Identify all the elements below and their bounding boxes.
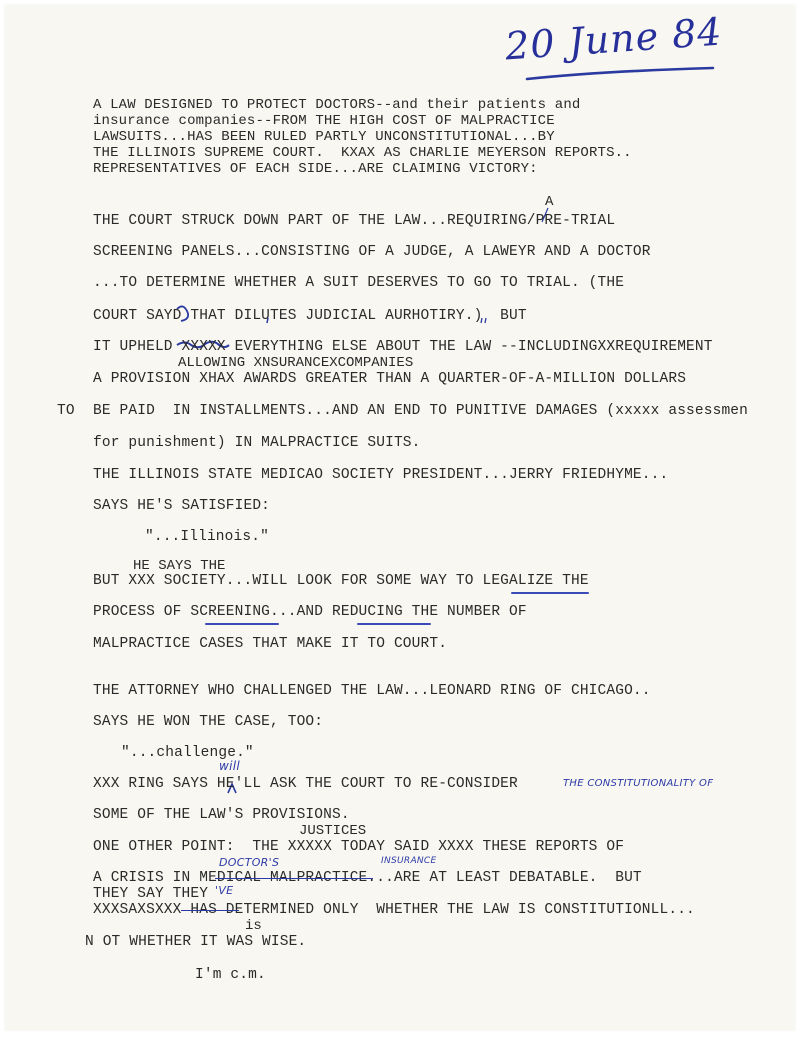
body-line-7: BE PAID IN INSTALLMENTS...AND AN END TO PUNITIVE DAMAGES (xxxxx assessmen	[93, 403, 749, 419]
body-line-11: BUT XXX SOCIETY...WILL LOOK FOR SOME WAY TO LEGALIZE THE	[93, 573, 589, 589]
body-line-4: COURT SAYD THAT DILUTES JUDICIAL AURHOTIRY.) BUT	[93, 308, 527, 324]
body-line-21: XXXSAXSXXX HAS DETERMINED ONLY WHETHER THE LAW IS CONSTITUTIONLL...	[93, 902, 695, 918]
quote-illinois: "...Illinois."	[145, 529, 269, 545]
body-line-5: IT UPHELD XXXXX EVERYTHING ELSE ABOUT THE LAW --INCLUDINGXXREQUIREMENT	[93, 339, 713, 355]
body-line-1: THE COURT STRUCK DOWN PART OF THE LAW...REQUIRING/PRE-TRIAL	[93, 213, 616, 229]
inserted-allowing: ALLOWING XNSURANCEXCOMPANIES	[178, 355, 414, 371]
body-line-17: SOME OF THE LAW'S PROVISIONS.	[93, 807, 350, 823]
intro-line-5: REPRESENTATIVES OF EACH SIDE...ARE CLAIMING VICTORY:	[93, 161, 538, 177]
strike-medical-malpractice	[215, 878, 373, 879]
body-line-10: SAYS HE'S SATISFIED:	[93, 498, 271, 514]
document-page	[5, 5, 795, 1030]
date-underline	[527, 68, 713, 79]
underline-reducing	[357, 623, 431, 625]
body-line-2: SCREENING PANELS...CONSISTING OF A JUDGE, A LAWEYR AND A DOCTOR	[93, 244, 651, 260]
inserted-he-says: HE SAYS THE	[133, 558, 226, 574]
handwritten-ve: 'VE	[215, 884, 234, 897]
body-line-9: THE ILLINOIS STATE MEDICAO SOCIETY PRESIDENT...JERRY FRIEDHYME...	[93, 467, 669, 483]
quote-challenge: "...challenge."	[121, 745, 254, 761]
handwritten-will: will	[219, 759, 241, 773]
intro-line-1: A LAW DESIGNED TO PROTECT DOCTORS--and their patients and	[93, 97, 581, 113]
handwritten-date: 20 June 84	[503, 9, 724, 69]
body-line-3: ...TO DETERMINE WHETHER A SUIT DESERVES TO GO TO TRIAL. (THE	[93, 275, 625, 291]
body-line-13: MALPRACTICE CASES THAT MAKE IT TO COURT.	[93, 636, 448, 652]
intro-line-3: LAWSUITS...HAS BEEN RULED PARTLY UNCONSTITUTIONAL...BY	[93, 129, 555, 145]
body-line-18: ONE OTHER POINT: THE XXXXX TODAY SAID XXXX THESE REPORTS OF	[93, 839, 625, 855]
handwritten-doctors: DOCTOR'S	[219, 856, 280, 869]
inserted-justices: JUSTICES	[299, 823, 367, 839]
signoff: I'm c.m.	[195, 967, 266, 983]
inserted-is: is	[245, 918, 262, 934]
handwritten-insurance: INSURANCE	[381, 856, 437, 866]
intro-line-2: insurance companies--FROM THE HIGH COST OF MALPRACTICE	[93, 113, 555, 129]
handwritten-constitutionality: THE CONSTITUTIONALITY OF	[563, 778, 714, 789]
body-line-16: XXX RING SAYS HE'LL ASK THE COURT TO RE-CONSIDER	[93, 776, 518, 792]
body-line-15: SAYS HE WON THE CASE, TOO:	[93, 714, 324, 730]
body-line-20: THEY SAY THEY	[93, 886, 209, 902]
underline-legalize	[511, 592, 589, 594]
margin-to: TO	[57, 403, 75, 419]
body-line-19: A CRISIS IN MEDICAL MALPRACTICE...ARE AT LEAST DEBATABLE. BUT	[93, 870, 642, 886]
body-line-6: A PROVISION XHAX AWARDS GREATER THAN A QUARTER-OF-A-MILLION DOLLARS	[93, 371, 687, 387]
inserted-a: A	[545, 194, 554, 210]
body-line-12: PROCESS OF SCREENING...AND REDUCING THE NUMBER OF	[93, 604, 527, 620]
underline-screening	[205, 623, 279, 625]
body-line-8: for punishment) IN MALPRACTICE SUITS.	[93, 435, 421, 451]
body-line-22: N OT WHETHER IT WAS WISE.	[85, 934, 307, 950]
intro-line-4: THE ILLINOIS SUPREME COURT. KXAX AS CHARLIE MEYERSON REPORTS..	[93, 145, 632, 161]
body-line-14: THE ATTORNEY WHO CHALLENGED THE LAW...LEONARD RING OF CHICAGO..	[93, 683, 651, 699]
strike-has	[181, 910, 239, 911]
